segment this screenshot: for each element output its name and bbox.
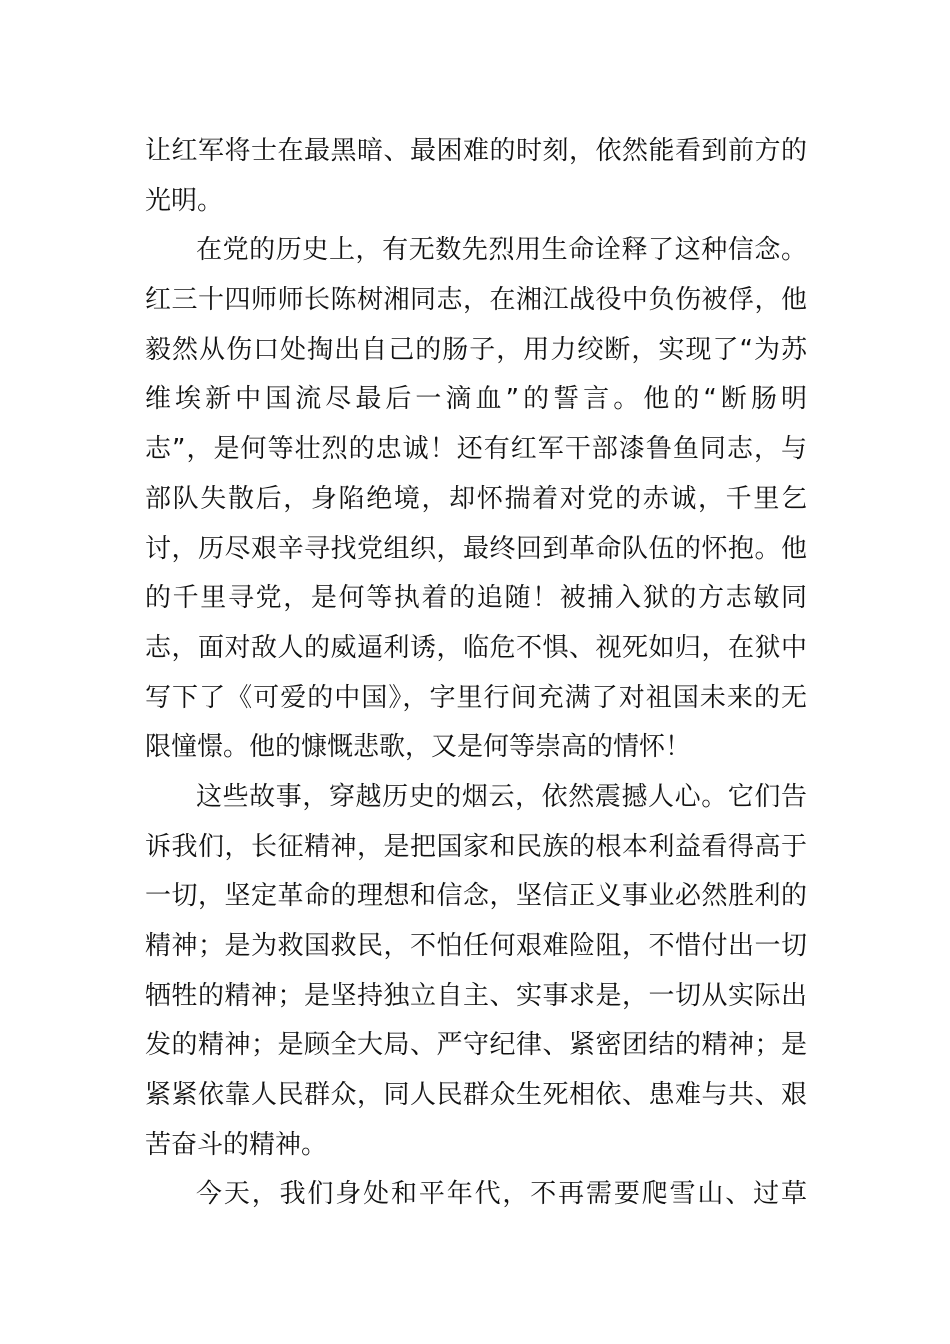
text-line: 的千里寻党，是何等执着的追随！被捕入狱的方志敏同 — [145, 583, 807, 614]
text-line: 写下了《可爱的中国》，字里行间充满了对祖国未来的无 — [145, 682, 807, 713]
text-line: 诉我们，长征精神，是把国家和民族的根本利益看得高于 — [145, 831, 807, 862]
paragraph-start-line: 在党的历史上，有无数先烈用生命诠释了这种信念。 — [196, 235, 807, 266]
paragraph-start-line: 今天，我们身处和平年代，不再需要爬雪山、过草 — [196, 1179, 807, 1210]
text-line: 光明。 — [145, 185, 224, 216]
text-line: 维埃新中国流尽最后一滴血”的誓言。他的“断肠明 — [145, 384, 807, 415]
text-line: 志，面对敌人的威逼利诱，临危不惧、视死如归，在狱中 — [145, 632, 807, 663]
text-line: 精神；是为救国救民，不怕任何艰难险阻，不惜付出一切 — [145, 931, 807, 961]
text-line: 部队失散后，身陷绝境，却怀揣着对党的赤诚，千里乞 — [145, 483, 807, 514]
text-line: 发的精神；是顾全大局、严守纪律、紧密团结的精神；是 — [145, 1030, 807, 1061]
text-line: 一切，坚定革命的理想和信念，坚信正义事业必然胜利的 — [145, 881, 807, 912]
text-line: 让红军将士在最黑暗、最困难的时刻，依然能看到前方的 — [145, 136, 807, 166]
text-line: 苦奋斗的精神。 — [145, 1129, 328, 1160]
text-line: 讨，历尽艰辛寻找党组织，最终回到革命队伍的怀抱。他 — [145, 533, 807, 564]
text-line: 红三十四师师长陈树湘同志，在湘江战役中负伤被俘，他 — [145, 285, 807, 316]
text-line: 毅然从伤口处掏出自己的肠子，用力绞断，实现了“为苏 — [145, 334, 807, 365]
text-line: 志”，是何等壮烈的忠诚！还有红军干部漆鲁鱼同志，与 — [145, 434, 807, 465]
text-line: 牺牲的精神；是坚持独立自主、实事求是，一切从实际出 — [145, 980, 807, 1011]
paragraph-start-line: 这些故事，穿越历史的烟云，依然震撼人心。它们告 — [196, 781, 807, 812]
text-line: 限憧憬。他的慷慨悲歌，又是何等崇高的情怀！ — [145, 732, 692, 763]
text-line: 紧紧依靠人民群众，同人民群众生死相依、患难与共、艰 — [145, 1080, 807, 1111]
document-page — [145, 127, 807, 1220]
